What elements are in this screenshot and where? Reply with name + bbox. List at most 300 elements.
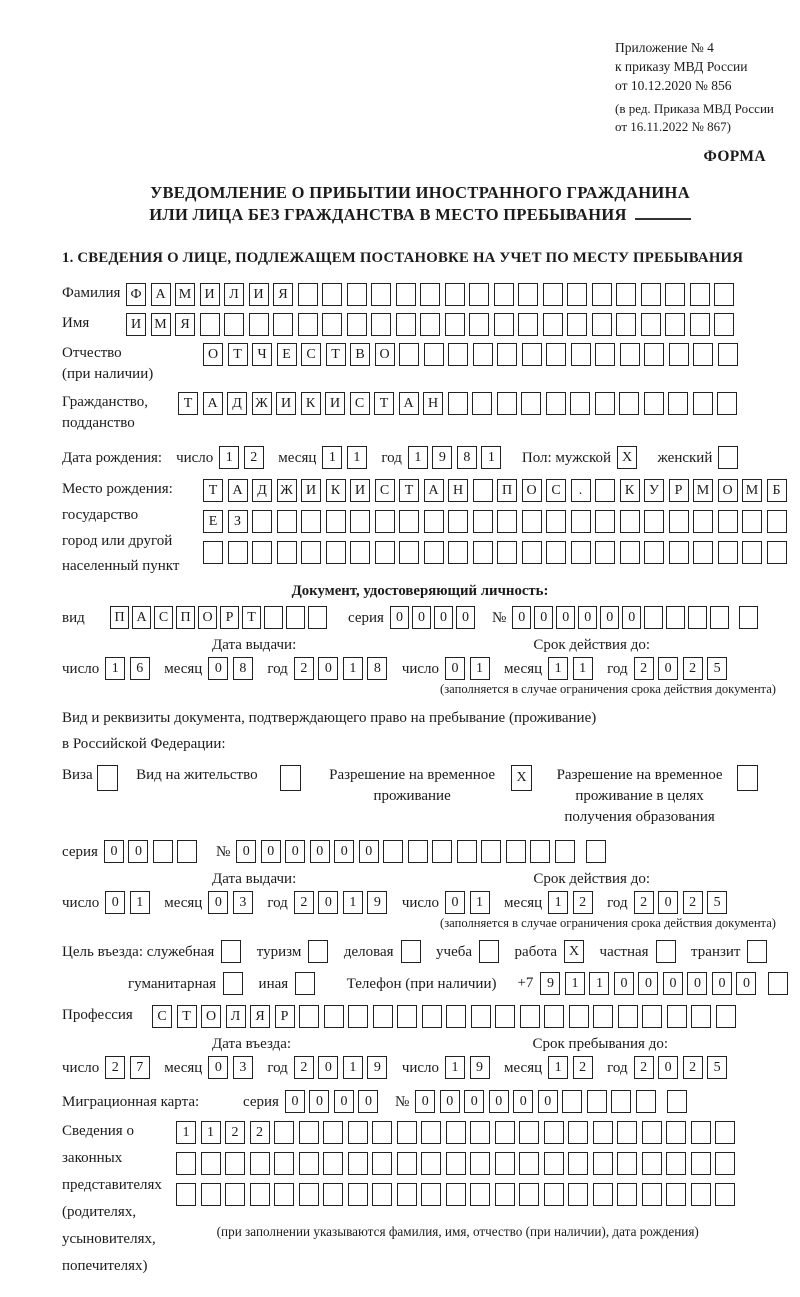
form-cell[interactable] bbox=[587, 1090, 607, 1113]
form-cell[interactable] bbox=[522, 343, 542, 366]
form-cell[interactable] bbox=[299, 1183, 319, 1206]
form-cell[interactable]: Р bbox=[275, 1005, 295, 1028]
form-cell[interactable] bbox=[642, 1121, 662, 1144]
form-cell[interactable] bbox=[546, 392, 566, 415]
form-cell[interactable] bbox=[176, 1152, 196, 1175]
form-cell[interactable] bbox=[371, 313, 391, 336]
form-cell[interactable]: С bbox=[301, 343, 321, 366]
form-cell[interactable]: 0 bbox=[658, 891, 678, 914]
form-cell[interactable]: 0 bbox=[358, 1090, 378, 1113]
form-cell[interactable] bbox=[618, 1005, 638, 1028]
form-cell[interactable] bbox=[473, 479, 493, 502]
form-cell[interactable] bbox=[322, 283, 342, 306]
form-cell[interactable] bbox=[470, 1152, 490, 1175]
form-cell[interactable] bbox=[714, 313, 734, 336]
form-cell[interactable] bbox=[737, 765, 758, 791]
form-cell[interactable]: 1 bbox=[548, 1056, 568, 1079]
form-cell[interactable]: 0 bbox=[285, 840, 305, 863]
form-cell[interactable] bbox=[473, 541, 493, 564]
form-cell[interactable]: 0 bbox=[513, 1090, 533, 1113]
form-cell[interactable] bbox=[481, 840, 501, 863]
form-cell[interactable] bbox=[372, 1183, 392, 1206]
form-cell[interactable] bbox=[543, 283, 563, 306]
form-cell[interactable]: Я bbox=[273, 283, 293, 306]
form-cell[interactable] bbox=[690, 313, 710, 336]
form-cell[interactable]: 2 bbox=[683, 891, 703, 914]
form-cell[interactable]: А bbox=[424, 479, 444, 502]
form-cell[interactable] bbox=[469, 313, 489, 336]
form-cell[interactable] bbox=[223, 972, 243, 995]
form-cell[interactable] bbox=[221, 940, 241, 963]
form-cell[interactable] bbox=[567, 283, 587, 306]
form-cell[interactable] bbox=[641, 313, 661, 336]
form-cell[interactable] bbox=[518, 313, 538, 336]
form-cell[interactable] bbox=[399, 541, 419, 564]
form-cell[interactable]: Н bbox=[423, 392, 443, 415]
form-cell[interactable] bbox=[718, 541, 738, 564]
form-cell[interactable] bbox=[665, 313, 685, 336]
form-cell[interactable]: Я bbox=[175, 313, 195, 336]
purpose-study-checkbox[interactable] bbox=[479, 940, 504, 963]
purpose-other-checkbox[interactable] bbox=[295, 972, 320, 995]
purpose-humanitarian-checkbox[interactable] bbox=[223, 972, 248, 995]
form-cell[interactable] bbox=[522, 510, 542, 533]
gender-female-checkbox[interactable] bbox=[718, 446, 743, 469]
form-cell[interactable] bbox=[644, 606, 663, 629]
form-cell[interactable] bbox=[201, 1152, 221, 1175]
form-cell[interactable]: А bbox=[228, 479, 248, 502]
form-cell[interactable]: 0 bbox=[434, 606, 453, 629]
form-cell[interactable] bbox=[519, 1152, 539, 1175]
form-cell[interactable] bbox=[469, 283, 489, 306]
form-cell[interactable] bbox=[620, 541, 640, 564]
form-cell[interactable] bbox=[497, 510, 517, 533]
form-cell[interactable] bbox=[667, 1090, 687, 1113]
form-cell[interactable] bbox=[691, 1121, 711, 1144]
form-cell[interactable] bbox=[97, 765, 118, 791]
form-cell[interactable] bbox=[569, 1005, 589, 1028]
form-cell[interactable] bbox=[397, 1183, 417, 1206]
form-cell[interactable] bbox=[298, 283, 318, 306]
form-cell[interactable] bbox=[642, 1005, 662, 1028]
form-cell[interactable]: У bbox=[644, 479, 664, 502]
form-cell[interactable] bbox=[717, 392, 737, 415]
form-cell[interactable]: Д bbox=[227, 392, 247, 415]
form-cell[interactable] bbox=[592, 283, 612, 306]
form-cell[interactable] bbox=[555, 840, 575, 863]
form-cell[interactable]: К bbox=[620, 479, 640, 502]
form-cell[interactable] bbox=[666, 1121, 686, 1144]
form-cell[interactable] bbox=[644, 510, 664, 533]
form-cell[interactable]: Т bbox=[178, 392, 198, 415]
form-cell[interactable]: 2 bbox=[244, 446, 264, 469]
form-cell[interactable] bbox=[457, 840, 477, 863]
form-cell[interactable]: 2 bbox=[573, 891, 593, 914]
form-cell[interactable] bbox=[375, 541, 395, 564]
form-cell[interactable] bbox=[432, 840, 452, 863]
form-cell[interactable] bbox=[715, 1152, 735, 1175]
form-cell[interactable] bbox=[399, 510, 419, 533]
form-cell[interactable] bbox=[401, 940, 421, 963]
form-cell[interactable]: М bbox=[151, 313, 171, 336]
form-cell[interactable]: И bbox=[325, 392, 345, 415]
form-cell[interactable]: И bbox=[126, 313, 146, 336]
form-cell[interactable] bbox=[347, 313, 367, 336]
form-cell[interactable] bbox=[264, 606, 283, 629]
form-cell[interactable]: 0 bbox=[534, 606, 553, 629]
form-cell[interactable] bbox=[420, 283, 440, 306]
form-cell[interactable] bbox=[691, 1183, 711, 1206]
purpose-business-checkbox[interactable] bbox=[401, 940, 426, 963]
form-cell[interactable]: И bbox=[350, 479, 370, 502]
form-cell[interactable] bbox=[616, 283, 636, 306]
form-cell[interactable]: С bbox=[152, 1005, 172, 1028]
form-cell[interactable]: К bbox=[326, 479, 346, 502]
form-cell[interactable]: X bbox=[511, 765, 532, 791]
form-cell[interactable]: 1 bbox=[105, 657, 125, 680]
form-cell[interactable]: 2 bbox=[573, 1056, 593, 1079]
form-cell[interactable] bbox=[348, 1152, 368, 1175]
form-cell[interactable]: 0 bbox=[614, 972, 634, 995]
form-cell[interactable]: 0 bbox=[489, 1090, 509, 1113]
form-cell[interactable]: И bbox=[301, 479, 321, 502]
form-cell[interactable]: 0 bbox=[318, 657, 338, 680]
form-cell[interactable] bbox=[617, 1152, 637, 1175]
form-cell[interactable]: 0 bbox=[440, 1090, 460, 1113]
form-cell[interactable] bbox=[326, 510, 346, 533]
form-cell[interactable]: 5 bbox=[707, 657, 727, 680]
form-cell[interactable]: С bbox=[375, 479, 395, 502]
form-cell[interactable] bbox=[372, 1121, 392, 1144]
form-cell[interactable] bbox=[448, 510, 468, 533]
form-cell[interactable] bbox=[308, 940, 328, 963]
form-cell[interactable] bbox=[301, 510, 321, 533]
form-cell[interactable] bbox=[543, 313, 563, 336]
form-cell[interactable] bbox=[571, 541, 591, 564]
form-cell[interactable]: 9 bbox=[367, 1056, 387, 1079]
form-cell[interactable] bbox=[308, 606, 327, 629]
form-cell[interactable] bbox=[153, 840, 173, 863]
form-cell[interactable] bbox=[225, 1152, 245, 1175]
form-cell[interactable] bbox=[494, 283, 514, 306]
form-cell[interactable] bbox=[250, 1183, 270, 1206]
form-cell[interactable] bbox=[323, 1183, 343, 1206]
form-cell[interactable]: 1 bbox=[201, 1121, 221, 1144]
form-cell[interactable] bbox=[324, 1005, 344, 1028]
form-cell[interactable] bbox=[323, 1121, 343, 1144]
form-cell[interactable] bbox=[595, 541, 615, 564]
form-cell[interactable] bbox=[348, 1121, 368, 1144]
form-cell[interactable] bbox=[568, 1121, 588, 1144]
form-cell[interactable] bbox=[446, 1005, 466, 1028]
form-cell[interactable]: М bbox=[175, 283, 195, 306]
form-cell[interactable]: Л bbox=[226, 1005, 246, 1028]
form-cell[interactable] bbox=[519, 1183, 539, 1206]
form-cell[interactable]: Т bbox=[203, 479, 223, 502]
form-cell[interactable] bbox=[421, 1121, 441, 1144]
form-cell[interactable] bbox=[747, 940, 767, 963]
form-cell[interactable] bbox=[371, 283, 391, 306]
gender-male-checkbox[interactable] bbox=[617, 446, 642, 469]
form-cell[interactable] bbox=[666, 1152, 686, 1175]
form-cell[interactable]: Т bbox=[399, 479, 419, 502]
residence-permit-checkbox[interactable] bbox=[280, 765, 306, 791]
form-cell[interactable] bbox=[669, 541, 689, 564]
form-cell[interactable]: П bbox=[110, 606, 129, 629]
form-cell[interactable]: 8 bbox=[367, 657, 387, 680]
form-cell[interactable] bbox=[375, 510, 395, 533]
form-cell[interactable]: 1 bbox=[589, 972, 609, 995]
form-cell[interactable]: 1 bbox=[565, 972, 585, 995]
form-cell[interactable] bbox=[546, 541, 566, 564]
form-cell[interactable]: 0 bbox=[445, 891, 465, 914]
form-cell[interactable] bbox=[595, 343, 615, 366]
form-cell[interactable] bbox=[200, 313, 220, 336]
form-cell[interactable] bbox=[348, 1183, 368, 1206]
form-cell[interactable]: 8 bbox=[233, 657, 253, 680]
form-cell[interactable] bbox=[710, 606, 729, 629]
form-cell[interactable] bbox=[177, 840, 197, 863]
form-cell[interactable]: 1 bbox=[219, 446, 239, 469]
form-cell[interactable] bbox=[224, 313, 244, 336]
form-cell[interactable] bbox=[544, 1005, 564, 1028]
form-cell[interactable]: 1 bbox=[445, 1056, 465, 1079]
form-cell[interactable] bbox=[326, 541, 346, 564]
form-cell[interactable] bbox=[593, 1121, 613, 1144]
form-cell[interactable]: 2 bbox=[105, 1056, 125, 1079]
form-cell[interactable] bbox=[617, 1183, 637, 1206]
form-cell[interactable] bbox=[669, 510, 689, 533]
form-cell[interactable] bbox=[277, 510, 297, 533]
form-cell[interactable] bbox=[592, 313, 612, 336]
form-cell[interactable]: О bbox=[198, 606, 217, 629]
form-cell[interactable]: 1 bbox=[408, 446, 428, 469]
form-cell[interactable] bbox=[593, 1005, 613, 1028]
form-cell[interactable]: 0 bbox=[658, 1056, 678, 1079]
form-cell[interactable] bbox=[739, 606, 758, 629]
form-cell[interactable] bbox=[688, 606, 707, 629]
form-cell[interactable]: Ж bbox=[277, 479, 297, 502]
form-cell[interactable]: А bbox=[203, 392, 223, 415]
form-cell[interactable] bbox=[593, 1183, 613, 1206]
form-cell[interactable]: 0 bbox=[658, 657, 678, 680]
form-cell[interactable] bbox=[301, 541, 321, 564]
form-cell[interactable] bbox=[448, 541, 468, 564]
form-cell[interactable]: 9 bbox=[432, 446, 452, 469]
form-cell[interactable]: 0 bbox=[128, 840, 148, 863]
form-cell[interactable] bbox=[201, 1183, 221, 1206]
form-cell[interactable]: 1 bbox=[548, 657, 568, 680]
form-cell[interactable] bbox=[522, 541, 542, 564]
form-cell[interactable]: Т bbox=[242, 606, 261, 629]
form-cell[interactable] bbox=[299, 1121, 319, 1144]
form-cell[interactable] bbox=[494, 313, 514, 336]
form-cell[interactable] bbox=[691, 1152, 711, 1175]
form-cell[interactable] bbox=[644, 541, 664, 564]
form-cell[interactable]: 0 bbox=[578, 606, 597, 629]
form-cell[interactable] bbox=[348, 1005, 368, 1028]
form-cell[interactable] bbox=[593, 1152, 613, 1175]
form-cell[interactable] bbox=[445, 313, 465, 336]
form-cell[interactable] bbox=[714, 283, 734, 306]
form-cell[interactable] bbox=[479, 940, 499, 963]
form-cell[interactable] bbox=[249, 313, 269, 336]
purpose-official-checkbox[interactable] bbox=[221, 940, 246, 963]
form-cell[interactable]: 0 bbox=[105, 891, 125, 914]
form-cell[interactable]: 2 bbox=[294, 891, 314, 914]
form-cell[interactable]: О bbox=[375, 343, 395, 366]
form-cell[interactable]: П bbox=[176, 606, 195, 629]
form-cell[interactable] bbox=[397, 1152, 417, 1175]
form-cell[interactable]: 0 bbox=[390, 606, 409, 629]
form-cell[interactable] bbox=[176, 1183, 196, 1206]
form-cell[interactable] bbox=[495, 1005, 515, 1028]
form-cell[interactable]: А bbox=[132, 606, 151, 629]
purpose-work-checkbox[interactable] bbox=[564, 940, 589, 963]
form-cell[interactable] bbox=[567, 313, 587, 336]
form-cell[interactable] bbox=[372, 1152, 392, 1175]
form-cell[interactable] bbox=[715, 1183, 735, 1206]
form-cell[interactable] bbox=[497, 541, 517, 564]
form-cell[interactable]: 1 bbox=[573, 657, 593, 680]
form-cell[interactable] bbox=[473, 343, 493, 366]
form-cell[interactable] bbox=[299, 1005, 319, 1028]
form-cell[interactable] bbox=[399, 343, 419, 366]
form-cell[interactable] bbox=[595, 479, 615, 502]
form-cell[interactable] bbox=[383, 840, 403, 863]
form-cell[interactable]: 0 bbox=[445, 657, 465, 680]
form-cell[interactable] bbox=[544, 1152, 564, 1175]
form-cell[interactable] bbox=[495, 1121, 515, 1144]
form-cell[interactable]: З bbox=[228, 510, 248, 533]
form-cell[interactable] bbox=[322, 313, 342, 336]
purpose-transit-checkbox[interactable] bbox=[747, 940, 772, 963]
form-cell[interactable]: 0 bbox=[622, 606, 641, 629]
form-cell[interactable] bbox=[252, 510, 272, 533]
form-cell[interactable]: Е bbox=[277, 343, 297, 366]
form-cell[interactable] bbox=[715, 1121, 735, 1144]
form-cell[interactable] bbox=[446, 1152, 466, 1175]
form-cell[interactable] bbox=[299, 1152, 319, 1175]
form-cell[interactable]: 5 bbox=[707, 1056, 727, 1079]
form-cell[interactable] bbox=[620, 343, 640, 366]
form-cell[interactable]: О bbox=[201, 1005, 221, 1028]
form-cell[interactable]: 1 bbox=[470, 657, 490, 680]
form-cell[interactable]: Н bbox=[448, 479, 468, 502]
form-cell[interactable]: Ж bbox=[252, 392, 272, 415]
form-cell[interactable] bbox=[718, 446, 738, 469]
form-cell[interactable]: А bbox=[399, 392, 419, 415]
form-cell[interactable] bbox=[422, 1005, 442, 1028]
form-cell[interactable]: 0 bbox=[464, 1090, 484, 1113]
form-cell[interactable]: 0 bbox=[415, 1090, 435, 1113]
form-cell[interactable]: 1 bbox=[347, 446, 367, 469]
form-cell[interactable] bbox=[471, 1005, 491, 1028]
form-cell[interactable] bbox=[408, 840, 428, 863]
form-cell[interactable]: 0 bbox=[309, 1090, 329, 1113]
temp-residence-edu-checkbox[interactable] bbox=[737, 765, 763, 791]
form-cell[interactable] bbox=[595, 392, 615, 415]
form-cell[interactable]: Е bbox=[203, 510, 223, 533]
form-cell[interactable] bbox=[497, 343, 517, 366]
form-cell[interactable]: 1 bbox=[322, 446, 342, 469]
form-cell[interactable] bbox=[570, 392, 590, 415]
form-cell[interactable] bbox=[644, 343, 664, 366]
form-cell[interactable] bbox=[546, 510, 566, 533]
form-cell[interactable] bbox=[693, 510, 713, 533]
form-cell[interactable] bbox=[718, 343, 738, 366]
form-cell[interactable] bbox=[347, 283, 367, 306]
form-cell[interactable]: 0 bbox=[208, 891, 228, 914]
form-cell[interactable] bbox=[656, 940, 676, 963]
form-cell[interactable] bbox=[768, 972, 788, 995]
form-cell[interactable] bbox=[668, 392, 688, 415]
form-cell[interactable] bbox=[421, 1152, 441, 1175]
purpose-tourism-checkbox[interactable] bbox=[308, 940, 333, 963]
form-cell[interactable]: И bbox=[276, 392, 296, 415]
form-cell[interactable] bbox=[718, 510, 738, 533]
form-cell[interactable]: 0 bbox=[285, 1090, 305, 1113]
form-cell[interactable] bbox=[521, 392, 541, 415]
form-cell[interactable] bbox=[767, 510, 787, 533]
form-cell[interactable]: 1 bbox=[343, 1056, 363, 1079]
form-cell[interactable]: В bbox=[350, 343, 370, 366]
form-cell[interactable]: X bbox=[617, 446, 637, 469]
form-cell[interactable] bbox=[617, 1121, 637, 1144]
form-cell[interactable]: 9 bbox=[470, 1056, 490, 1079]
form-cell[interactable]: 0 bbox=[712, 972, 732, 995]
form-cell[interactable] bbox=[611, 1090, 631, 1113]
form-cell[interactable]: 1 bbox=[130, 891, 150, 914]
form-cell[interactable] bbox=[518, 283, 538, 306]
form-cell[interactable]: 2 bbox=[683, 657, 703, 680]
form-cell[interactable]: 0 bbox=[318, 891, 338, 914]
form-cell[interactable]: Ч bbox=[252, 343, 272, 366]
form-cell[interactable]: 0 bbox=[456, 606, 475, 629]
form-cell[interactable] bbox=[273, 313, 293, 336]
form-cell[interactable] bbox=[448, 392, 468, 415]
form-cell[interactable] bbox=[644, 392, 664, 415]
form-cell[interactable] bbox=[562, 1090, 582, 1113]
form-cell[interactable] bbox=[373, 1005, 393, 1028]
form-cell[interactable]: 0 bbox=[104, 840, 124, 863]
form-cell[interactable] bbox=[420, 313, 440, 336]
form-cell[interactable] bbox=[586, 840, 606, 863]
form-cell[interactable]: 2 bbox=[250, 1121, 270, 1144]
form-cell[interactable]: . bbox=[571, 479, 591, 502]
form-cell[interactable]: Я bbox=[250, 1005, 270, 1028]
form-cell[interactable]: 2 bbox=[634, 1056, 654, 1079]
form-cell[interactable]: И bbox=[249, 283, 269, 306]
form-cell[interactable] bbox=[397, 1121, 417, 1144]
form-cell[interactable] bbox=[519, 1121, 539, 1144]
form-cell[interactable] bbox=[203, 541, 223, 564]
form-cell[interactable]: 2 bbox=[634, 657, 654, 680]
form-cell[interactable]: 2 bbox=[294, 1056, 314, 1079]
form-cell[interactable]: Т bbox=[326, 343, 346, 366]
form-cell[interactable] bbox=[767, 541, 787, 564]
form-cell[interactable]: О bbox=[718, 479, 738, 502]
form-cell[interactable]: И bbox=[200, 283, 220, 306]
form-cell[interactable] bbox=[667, 1005, 687, 1028]
form-cell[interactable]: 0 bbox=[663, 972, 683, 995]
form-cell[interactable] bbox=[666, 606, 685, 629]
form-cell[interactable] bbox=[424, 510, 444, 533]
form-cell[interactable] bbox=[421, 1183, 441, 1206]
form-cell[interactable] bbox=[568, 1183, 588, 1206]
form-cell[interactable]: 8 bbox=[457, 446, 477, 469]
form-cell[interactable]: 2 bbox=[683, 1056, 703, 1079]
